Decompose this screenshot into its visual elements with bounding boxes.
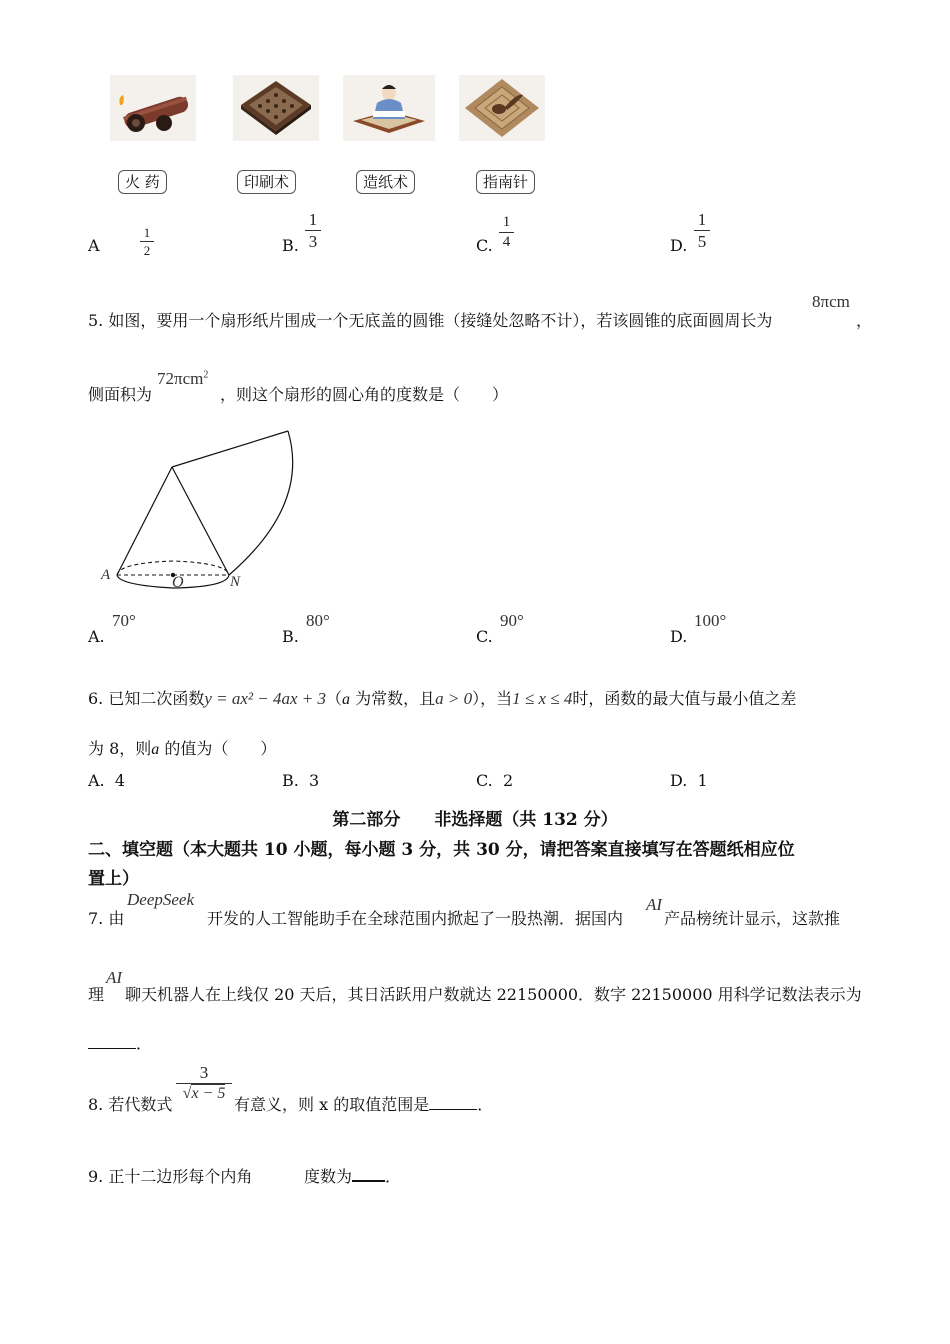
cannon-image [110, 75, 196, 141]
q6-paren-open: （ [326, 689, 343, 708]
q6-range: 1 ≤ x ≤ 4 [512, 689, 573, 708]
denominator: 2 [143, 243, 151, 258]
q7-prefix: 7. 由 [88, 909, 125, 928]
q8-radicand: x − 5 [191, 1085, 226, 1102]
q5-line2-suffix: ，则这个扇形的圆心角的度数是（ ） [220, 385, 509, 404]
q6-option-b-letter: B. [282, 771, 299, 790]
denominator: 3 [308, 232, 318, 251]
q7-line2-prefix: 理 [88, 985, 105, 1004]
q6-line1 [88, 686, 796, 709]
movable-type-image [233, 75, 319, 141]
q6-option-a-letter: A. [88, 771, 105, 790]
q6-a-variable: a [342, 691, 351, 708]
q8-prefix: 8. 若代数式 [88, 1095, 173, 1114]
q8-period: ． [477, 1095, 494, 1114]
compass-image [459, 75, 545, 141]
q8-answer-blank[interactable] [429, 1095, 477, 1110]
q6-option-c-value: 2 [502, 771, 514, 790]
q6-option-d-value: 1 [697, 771, 708, 790]
q5-option-b-value: 80° [306, 611, 330, 630]
q6-function: y = ax² − 4ax + 3 [204, 689, 327, 708]
q7-deepseek: DeepSeek [127, 890, 195, 909]
label-compass: 指南针 [476, 170, 535, 194]
figure-label-n: N [230, 574, 241, 590]
figure-label-o: O [172, 574, 184, 591]
section-heading-line2: 置上） [88, 869, 139, 889]
q7-suffix: 产品榜统计显示，这款推 [664, 909, 841, 928]
q4-option-b-fraction [305, 211, 321, 250]
q4-option-d-letter: D. [670, 236, 688, 255]
label-printing: 印刷术 [237, 170, 296, 194]
q9-answer-blank[interactable] [352, 1166, 385, 1182]
q5-option-a-letter: A. [88, 627, 105, 646]
q5-option-d-letter: D. [670, 627, 688, 646]
q4-option-a-letter: A [88, 236, 100, 255]
label-gunpowder: 火 药 [118, 170, 167, 194]
q6-condition: a > 0 [435, 689, 473, 708]
q6-a-variable-2: a [151, 741, 160, 758]
q6-line2-suffix: 的值为（ ） [159, 739, 277, 758]
cone-sector-figure [95, 425, 305, 595]
q5-lateral-area [157, 369, 208, 389]
q7-answer-blank[interactable] [88, 1034, 136, 1049]
q4-option-b-letter: B. [282, 236, 299, 255]
q6-constant-text: 为常数，且 [350, 689, 436, 708]
q7-line2-suffix: 聊天机器人在上线仅 20 天后，其日活跃用户数就达 22150000．数字 22150000 用科学记数法表示为 [125, 985, 862, 1004]
q6-option-d [670, 771, 708, 790]
q6-suffix: 时，函数的最大值与最小值之差 [572, 689, 797, 708]
q5-option-c-value: 90° [500, 611, 524, 630]
q4-option-a-fraction [140, 226, 154, 257]
q5-option-a-value: 70° [112, 611, 136, 630]
numerator: 1 [143, 225, 151, 240]
area-value: 72πcm [157, 369, 204, 388]
q6-option-d-letter: D. [670, 771, 688, 790]
q7-middle: 开发的人工智能助手在全球范围内掀起了一股热潮．据国内 [207, 909, 624, 928]
area-exponent: 2 [203, 369, 209, 381]
q6-prefix: 6. 已知二次函数 [88, 689, 205, 708]
q8-suffix [234, 1092, 493, 1115]
section-heading-line1: 二、填空题（本大题共 10 小题，每小题 3 分，共 30 分，请把答案直接填写在答题纸相应位 [88, 840, 795, 860]
q5-line1: 5. 如图，要用一个扇形纸片围成一个无底盖的圆锥（接缝处忽略不计），若该圆锥的底面圆周长为 [88, 311, 773, 330]
q5-comma: ， [856, 311, 873, 330]
q5-option-b-letter: B. [282, 627, 299, 646]
figure-label-a: A [101, 567, 111, 583]
q5-circumference: 8πcm [812, 292, 850, 311]
numerator: 1 [697, 210, 707, 229]
q5-line2-prefix: 侧面积为 [88, 385, 153, 404]
q7-period: ． [136, 1034, 153, 1053]
q4-option-c-fraction [499, 215, 514, 250]
q6-line2-prefix: 为 8，则 [88, 739, 152, 758]
q6-line2 [88, 736, 276, 759]
part2-title: 第二部分 非选择题（共 132 分） [332, 810, 618, 830]
q6-option-c [476, 771, 513, 790]
q4-option-c-letter: C. [476, 236, 493, 255]
denominator: 5 [697, 232, 707, 251]
q7-line3 [88, 1031, 152, 1054]
q6-option-c-letter: C. [476, 771, 493, 790]
q5-option-c-letter: C. [476, 627, 493, 646]
q5-option-d-value: 100° [694, 611, 727, 630]
q6-option-b-value: 3 [309, 771, 320, 790]
q8-radical-fraction [176, 1064, 232, 1102]
q6-option-a-value: 4 [114, 771, 125, 790]
q6-option-a [88, 771, 125, 790]
numerator: 1 [308, 210, 318, 229]
q9-period: ． [385, 1167, 402, 1186]
q8-radical: √x − 5 [182, 1085, 226, 1102]
papermaking-image [343, 75, 435, 141]
numerator: 1 [502, 214, 511, 230]
q7-ai-2: AI [106, 968, 123, 987]
q8-suffix-text: 有意义，则 x 的取值范围是 [234, 1095, 430, 1114]
q9-suffix-text: 度数为 [304, 1167, 353, 1186]
q4-option-d-fraction [694, 211, 710, 250]
q6-option-b [282, 771, 319, 790]
q8-numerator: 3 [199, 1063, 209, 1082]
denominator: 4 [502, 234, 511, 250]
q9-suffix [304, 1164, 401, 1187]
label-papermaking: 造纸术 [356, 170, 415, 194]
q7-ai-1: AI [646, 895, 663, 914]
q6-when-text: ），当 [472, 689, 513, 708]
q9-prefix: 9. 正十二边形每个内角 [88, 1167, 253, 1186]
